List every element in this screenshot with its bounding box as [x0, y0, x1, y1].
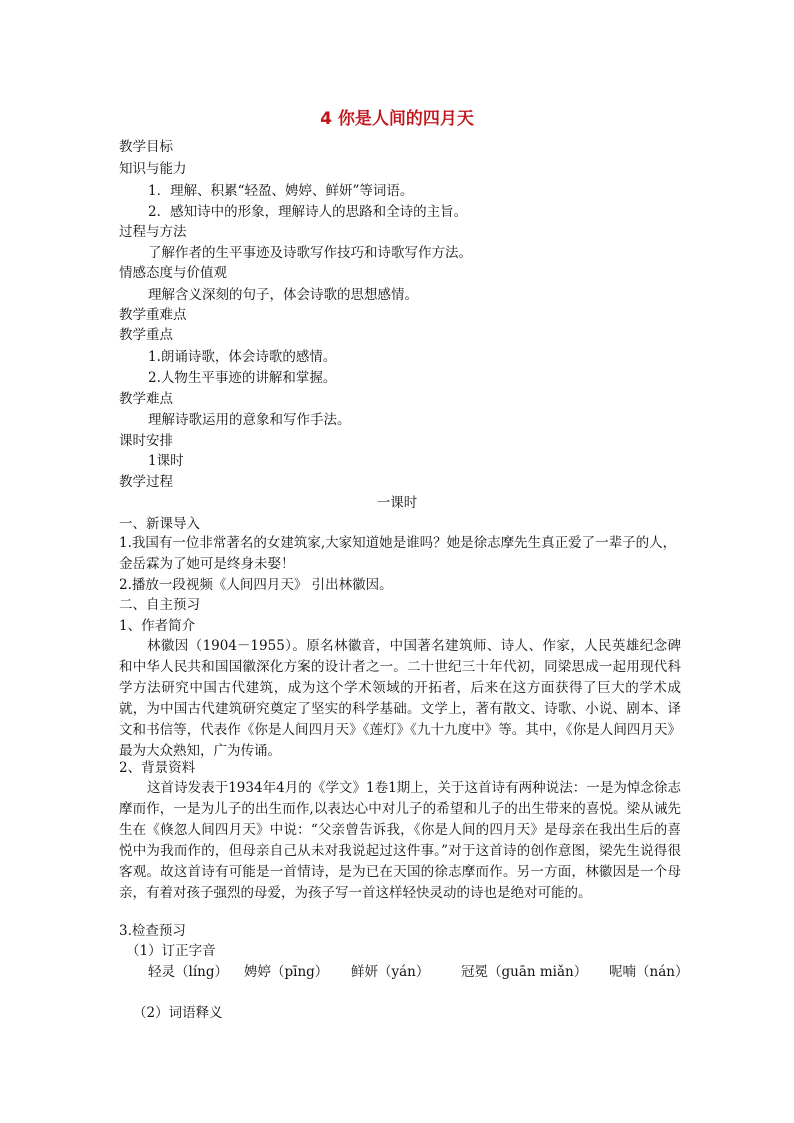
- page-title: 4 你是人间的四月天: [320, 109, 474, 129]
- emotion-text: 理解含义深刻的句子，体会诗歌的思想感情。: [148, 287, 418, 303]
- heading-emotion: 情感态度与价值观: [119, 265, 227, 281]
- intro-video-line: 2.播放一段视频《人间四月天》 引出林徽因。: [119, 577, 393, 593]
- subheading-check: 3.检查预习: [119, 923, 186, 939]
- heading-process: 过程与方法: [119, 224, 187, 240]
- process-text: 了解作者的生平事迹及诗歌写作技巧和诗歌写作方法。: [148, 245, 472, 261]
- subheading-pronunciation: （1）订正字音: [126, 943, 216, 959]
- author-paragraph: 林徽因（1904－1955）。原名林徽音，中国著名建筑师、诗人、作家，人民英雄纪念碑和中华人民共和国国徽深化方案的设计者之一。二十世纪三十年代初，同梁思成一起用现代科学方法研究中国古代建筑，成为这个学术领域的开拓者，后来在这方面获得了巨大的学术成就，为中国古代建筑研究奠定了坚实的科学基础。文学上，著有散文、诗歌、小说、剧本、译文和书信等，代表作《你是人间四月天》《莲灯》《九十九度中》等。其中，《你是人间四月天》最为大众熟知，广为传诵。: [119, 638, 681, 759]
- heading-key-points: 教学重点: [119, 327, 173, 343]
- section-self-study: 二、自主预习: [119, 597, 200, 613]
- subheading-author: 1、作者简介: [119, 618, 196, 634]
- subheading-background: 2、背景资料: [119, 760, 196, 776]
- pinyin-list: [148, 962, 688, 983]
- heading-schedule: 课时安排: [119, 433, 173, 449]
- goal-item: 1．理解、积累“轻盈、娉婷、鲜妍”等词语。: [148, 183, 414, 199]
- intro-paragraph: 1.我国有一位非常著名的女建筑家,大家知道她是谁吗？她是徐志摩先生真正爱了一辈子的人，金岳霖为了她可是终身未娶！: [119, 535, 677, 572]
- pinyin-item: 冠冕（guān miǎn）: [461, 964, 588, 980]
- heading-procedure: 教学过程: [119, 474, 173, 490]
- heading-knowledge: 知识与能力: [119, 161, 187, 177]
- heading-key-difficult: 教学重难点: [119, 307, 187, 323]
- heading-difficult: 教学难点: [119, 391, 173, 407]
- pinyin-item: 呢喃（nán）: [609, 964, 689, 980]
- section-new-lesson: 一、新课导入: [119, 516, 200, 532]
- schedule-text: 1课时: [148, 453, 184, 469]
- pinyin-item: 鲜妍（yán）: [351, 964, 430, 980]
- pinyin-item: 轻灵（líng）: [148, 964, 228, 980]
- key-point-item: 2.人物生平事迹的讲解和掌握。: [148, 370, 337, 386]
- pinyin-item: 娉婷（pīng）: [244, 964, 329, 980]
- key-point-item: 1.朗诵诗歌，体会诗歌的感情。: [148, 349, 337, 365]
- subheading-glossary: （2）词语释义: [133, 1005, 223, 1021]
- goal-item: 2．感知诗中的形象，理解诗人的思路和全诗的主旨。: [148, 204, 468, 220]
- heading-teaching-goals: 教学目标: [119, 139, 173, 155]
- difficult-text: 理解诗歌运用的意象和写作手法。: [148, 412, 351, 428]
- lesson-label: 一课时: [376, 495, 418, 511]
- background-paragraph: 这首诗发表于1934年4月的《学文》1卷1期上，关于这首诗有两种说法：一是为悼念徐志摩而作，一是为儿子的出生而作,以表达心中对儿子的希望和儿子的出生带来的喜悦。梁从诫先生在《倏忽人间四月天》中说：“父亲曾告诉我，《你是人间的四月天》是母亲在我出生后的喜悦中为我而作的，但母亲自己从未对我说起过这件事。”对于这首诗的创作意图，梁先生说得很客观。故这首诗有可能是一首情诗，是为已在天国的徐志摩而作。另一方面，林徽因是一个母亲，有着对孩子强烈的母爱，为孩子写一首这样轻快灵动的诗也是绝对可能的。: [119, 780, 681, 901]
